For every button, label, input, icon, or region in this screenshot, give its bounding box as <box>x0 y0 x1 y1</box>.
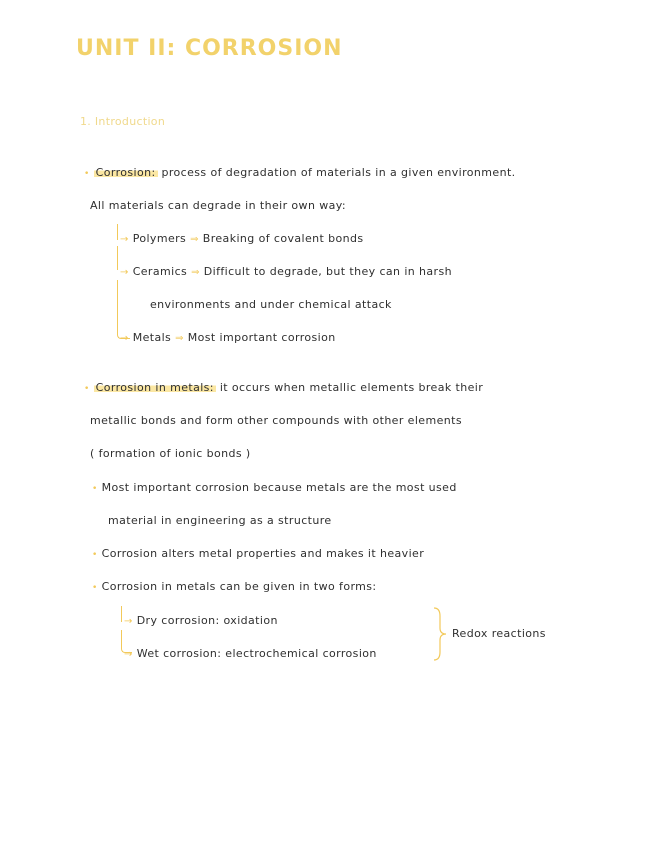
arrow-icon: → <box>124 649 133 660</box>
form-item-wet <box>124 647 377 660</box>
arrow-icon: → <box>120 333 129 344</box>
bullet-text: Most important corrosion because metals are the most used <box>101 481 457 494</box>
tree-line <box>121 606 122 622</box>
corrosion-text: process of degradation of materials in a given environment. <box>161 166 516 179</box>
page-title: UNIT II: CORROSION <box>76 36 343 61</box>
implies-icon: ⇒ <box>191 267 200 278</box>
corrosion-definition <box>84 166 516 179</box>
metals-text-note: ( formation of ionic bonds ) <box>90 447 251 460</box>
bullet-icon: • <box>92 583 98 593</box>
tree-line <box>117 224 118 240</box>
bullet-icon: • <box>84 384 90 394</box>
material-item-ceramics <box>120 265 452 278</box>
implies-icon: ⇒ <box>190 234 199 245</box>
material-name: Ceramics <box>132 265 188 278</box>
bullet-text-continued: material in engineering as a structure <box>108 514 332 527</box>
bullet-text: Corrosion in metals can be given in two forms: <box>101 580 377 593</box>
metals-text-continued: metallic bonds and form other compounds with other elements <box>90 414 462 427</box>
bullet-item <box>92 547 424 560</box>
material-desc-continued: environments and under chemical attack <box>150 298 392 311</box>
redox-label: Redox reactions <box>452 627 546 640</box>
form-text: Wet corrosion: electrochemical corrosion <box>136 647 377 660</box>
tree-line <box>117 246 118 270</box>
corrosion-text-continued: All materials can degrade in their own way: <box>90 199 346 212</box>
material-item-metals <box>120 331 336 344</box>
form-item-dry <box>124 614 278 627</box>
arrow-icon: → <box>120 234 129 245</box>
material-name: Metals <box>132 331 172 344</box>
metals-definition <box>84 381 483 394</box>
implies-icon: ⇒ <box>175 333 184 344</box>
material-desc: Difficult to degrade, but they can in harsh <box>203 265 452 278</box>
form-text: Dry corrosion: oxidation <box>136 614 278 627</box>
bullet-item <box>92 580 377 593</box>
corrosion-term: Corrosion: <box>95 166 156 179</box>
bullet-text: Corrosion alters metal properties and makes it heavier <box>101 547 425 560</box>
right-brace-icon <box>432 606 448 662</box>
material-desc: Breaking of covalent bonds <box>202 232 364 245</box>
material-name: Polymers <box>132 232 187 245</box>
section-heading: 1. Introduction <box>80 115 166 128</box>
bullet-item <box>92 481 457 494</box>
arrow-icon: → <box>120 267 129 278</box>
bullet-icon: • <box>92 550 98 560</box>
material-item-polymers <box>120 232 364 245</box>
bullet-icon: • <box>92 484 98 494</box>
metals-text: it occurs when metallic elements break their <box>219 381 484 394</box>
arrow-icon: → <box>124 616 133 627</box>
metals-term: Corrosion in metals: <box>95 381 214 394</box>
bullet-icon: • <box>84 169 90 179</box>
material-desc: Most important corrosion <box>187 331 336 344</box>
